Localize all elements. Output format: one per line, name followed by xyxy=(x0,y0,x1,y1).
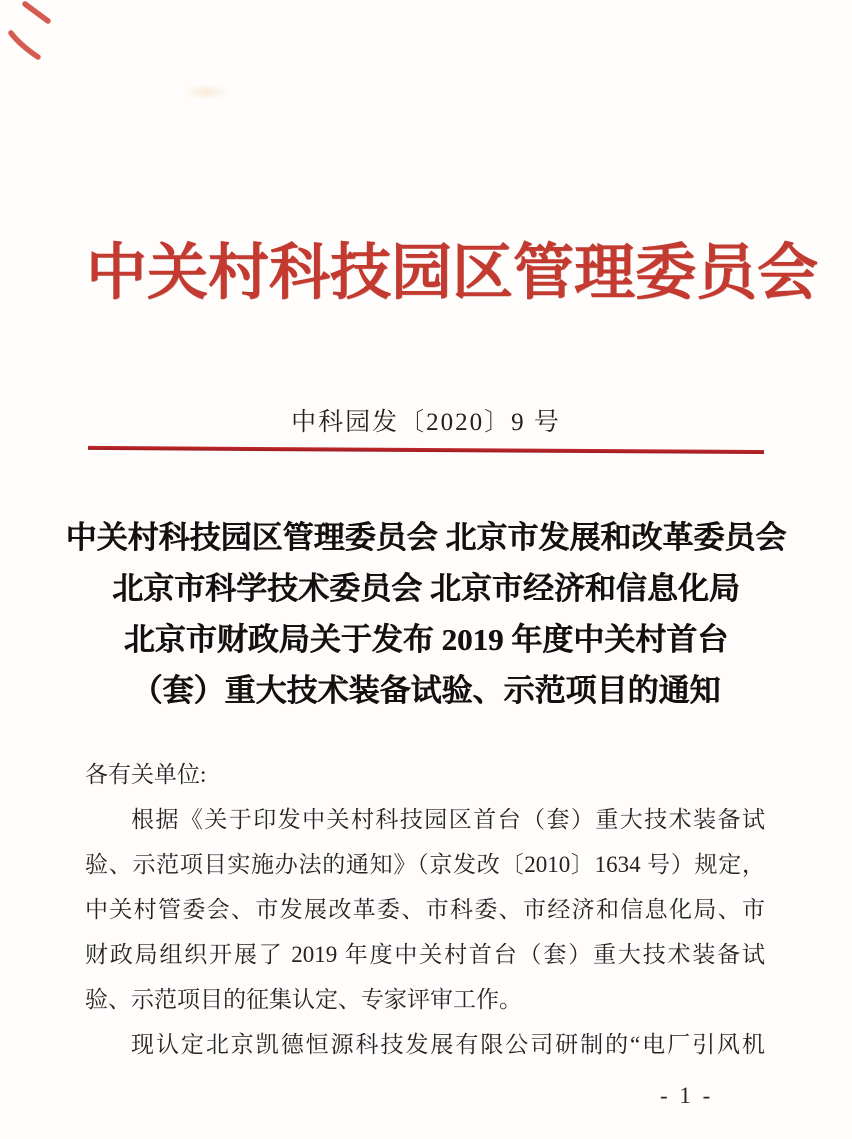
document-title xyxy=(46,512,806,716)
document-title-line-1: 中关村科技园区管理委员会 北京市发展和改革委员会 xyxy=(65,520,787,555)
document-title-line-3: 北京市财政局关于发布 2019 年度中关村首台 xyxy=(123,622,729,657)
scan-smudge xyxy=(183,84,229,100)
red-ink-mark-icon xyxy=(2,0,64,66)
body-line: 验、示范项目的征集认定、专家评审工作。 xyxy=(85,987,522,1012)
letterhead-red-divider xyxy=(88,446,764,454)
body-line: 验、示范项目实施办法的通知》（京发改〔2010〕1634 号）规定， xyxy=(85,852,765,877)
page-number: - 1 - xyxy=(660,1083,714,1108)
body-line: 中关村管委会、市发展改革委、市科委、市经济和信息化局、市 xyxy=(85,897,765,922)
document-title-line-2: 北京市科学技术委员会 北京市经济和信息化局 xyxy=(112,571,740,606)
body-line: 现认定北京凯德恒源科技发展有限公司研制的“电厂引风机 xyxy=(131,1032,765,1057)
body-line: 根据《关于印发中关村科技园区首台（套）重大技术装备试 xyxy=(131,807,765,832)
document-number: 中科园发〔2020〕9 号 xyxy=(291,409,561,436)
letterhead-issuer-title: 中关村科技园区管理委员会 xyxy=(86,240,819,307)
salutation: 各有关单位: xyxy=(85,762,207,787)
document-body xyxy=(85,752,765,1067)
body-line: 财政局组织开展了 2019 年度中关村首台（套）重大技术装备试 xyxy=(85,942,765,967)
document-title-line-4: （套）重大技术装备试验、示范项目的通知 xyxy=(131,673,721,708)
